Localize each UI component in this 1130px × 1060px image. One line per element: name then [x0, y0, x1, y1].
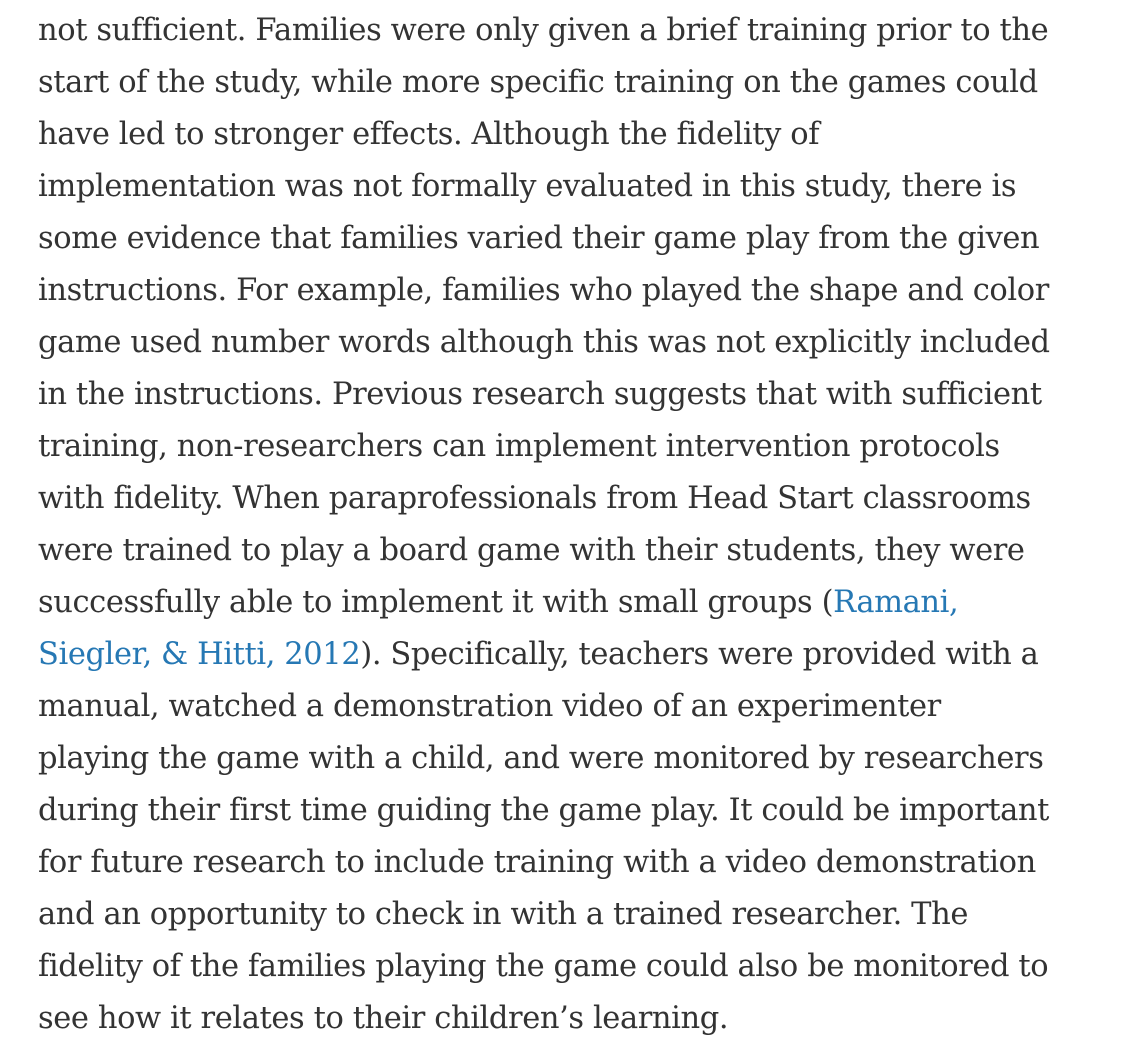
text-line: playing the game with a child, and were monitored by researchers	[38, 741, 1044, 776]
text-line: training, non-researchers can implement intervention protocols	[38, 429, 1000, 464]
text-line: fidelity of the families playing the game could also be monitored to	[38, 949, 1049, 984]
text-line	[38, 629, 1113, 681]
text-line: during their first time guiding the game play. It could be important	[38, 793, 1049, 828]
text-line: manual, watched a demonstration video of an experimenter	[38, 689, 941, 724]
text-line: implementation was not formally evaluated in this study, there is	[38, 169, 1017, 204]
text-line: game used number words although this was not explicitly included	[38, 325, 1050, 360]
text-line: for future research to include training with a video demonstration	[38, 845, 1036, 880]
text-line: start of the study, while more specific training on the games could	[38, 65, 1038, 100]
text-line	[38, 577, 1113, 629]
text-segment: ). Specifically, teachers were provided with a	[360, 637, 1039, 672]
text-line: see how it relates to their children’s learning.	[38, 1001, 729, 1036]
citation-link-ramani-part1[interactable]: Ramani,	[833, 585, 959, 620]
text-line: were trained to play a board game with their students, they were	[38, 533, 1025, 568]
text-line: have led to stronger effects. Although the fidelity of	[38, 117, 820, 152]
text-line: instructions. For example, families who played the shape and color	[38, 273, 1049, 308]
text-line: in the instructions. Previous research suggests that with sufficient	[38, 377, 1042, 412]
text-line: some evidence that families varied their game play from the given	[38, 221, 1040, 256]
text-segment: successfully able to implement it with small groups (	[38, 585, 834, 620]
text-line: not sufficient. Families were only given a brief training prior to the	[38, 13, 1049, 48]
article-body	[38, 5, 1113, 1045]
text-line: and an opportunity to check in with a trained researcher. The	[38, 897, 968, 932]
citation-link-ramani-part2[interactable]: Siegler, & Hitti, 2012	[38, 637, 361, 672]
text-line: with fidelity. When paraprofessionals from Head Start classrooms	[38, 481, 1031, 516]
